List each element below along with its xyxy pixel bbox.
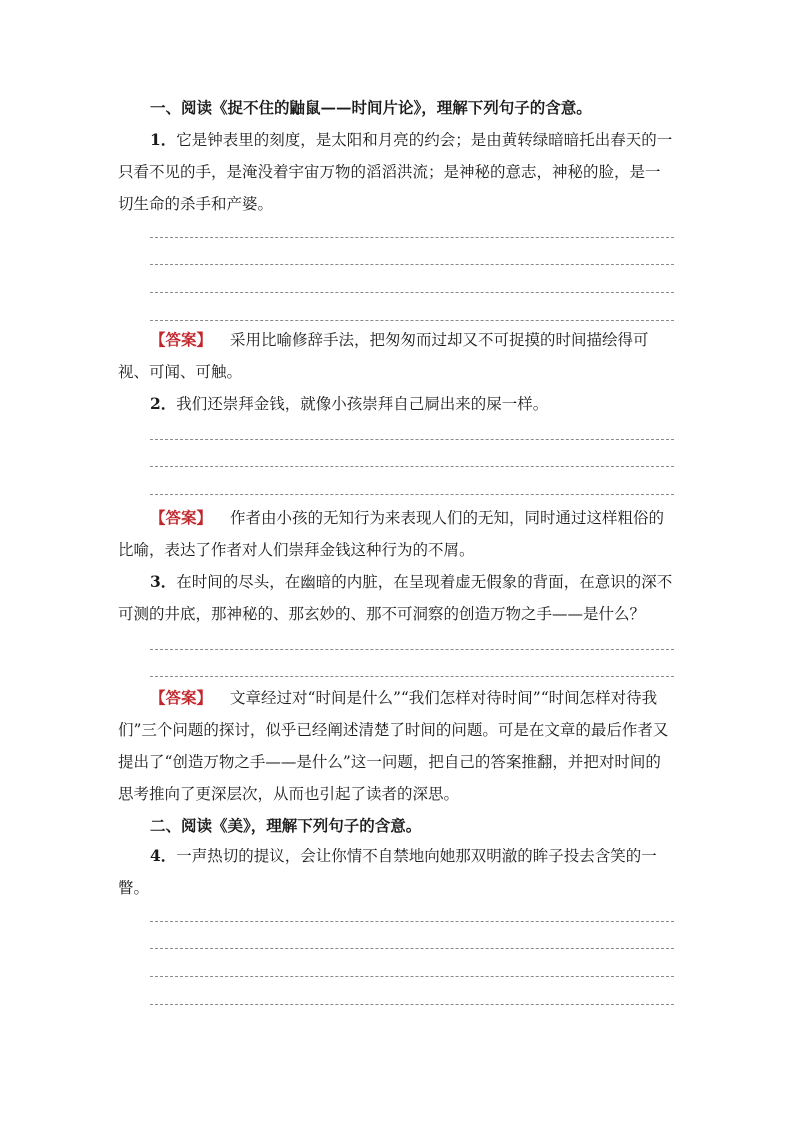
answer-line <box>150 976 674 977</box>
answer-2 <box>118 502 674 566</box>
section2-heading: 二、阅读《美》，理解下列句子的含意。 <box>150 816 422 835</box>
question-3 <box>118 566 674 630</box>
question-4-text: 一声热切的提议，会让你情不自禁地向她那双明澈的眸子投去含笑的一瞥。 <box>118 847 657 897</box>
question-3-text: 在时间的尽头，在幽暗的内脏，在呈现着虚无假象的背面，在意识的深不可测的井底，那神秘的、那玄妙的、那不可洞察的创造万物之手——是什么？ <box>118 573 673 623</box>
answer-line <box>150 676 674 677</box>
answer-1 <box>118 324 674 388</box>
question-1-text: 它是钟表里的刻度，是太阳和月亮的约会；是由黄转绿暗暗托出春天的一只看不见的手，是淹没着宇宙万物的滔滔洪流；是神秘的意志，神秘的脸，是一切生命的杀手和产婆。 <box>118 131 673 213</box>
answer-1-tag: 【答案】 <box>150 330 213 349</box>
answer-line <box>150 921 674 922</box>
question-2-number: 2． <box>150 394 177 413</box>
question-1 <box>118 124 674 220</box>
answer-line <box>150 649 674 650</box>
question-1-number: 1． <box>150 130 177 149</box>
answer-line <box>150 466 674 467</box>
answer-line <box>150 439 674 440</box>
question-2-text: 我们还崇拜金钱，就像小孩崇拜自己屙出来的屎一样。 <box>176 395 549 413</box>
answer-2-tag: 【答案】 <box>150 508 213 527</box>
question-2 <box>118 388 674 420</box>
answer-2-text: 作者由小孩的无知行为来表现人们的无知，同时通过这样粗俗的比喻，表达了作者对人们崇拜金钱这种行为的不屑。 <box>118 509 665 559</box>
section1-heading: 一、阅读《捉不住的鼬鼠——时间片论》，理解下列句子的含意。 <box>150 98 592 117</box>
answer-line <box>150 292 674 293</box>
question-4 <box>118 840 674 904</box>
answer-line <box>150 264 674 265</box>
answer-line <box>150 320 674 321</box>
answer-1-text: 采用比喻修辞手法，把匆匆而过却又不可捉摸的时间描绘得可视、可闻、可触。 <box>118 331 649 381</box>
answer-3-text: 文章经过对“时间是什么”“我们怎样对待时间”“时间怎样对待我们”三个问题的探讨，似乎已经阐述清楚了时间的问题。可是在文章的最后作者又提出了“创造万物之手——是什么”这一问题，把自己的答案推翻，并把对时间的思考推向了更深层次，从而也引起了读者的深思。 <box>118 689 669 803</box>
answer-3-tag: 【答案】 <box>150 688 213 707</box>
question-4-number: 4． <box>150 846 177 865</box>
answer-line <box>150 494 674 495</box>
answer-line <box>150 237 674 238</box>
answer-3 <box>118 682 674 810</box>
answer-line <box>150 1004 674 1005</box>
question-3-number: 3． <box>150 572 177 591</box>
answer-line <box>150 948 674 949</box>
